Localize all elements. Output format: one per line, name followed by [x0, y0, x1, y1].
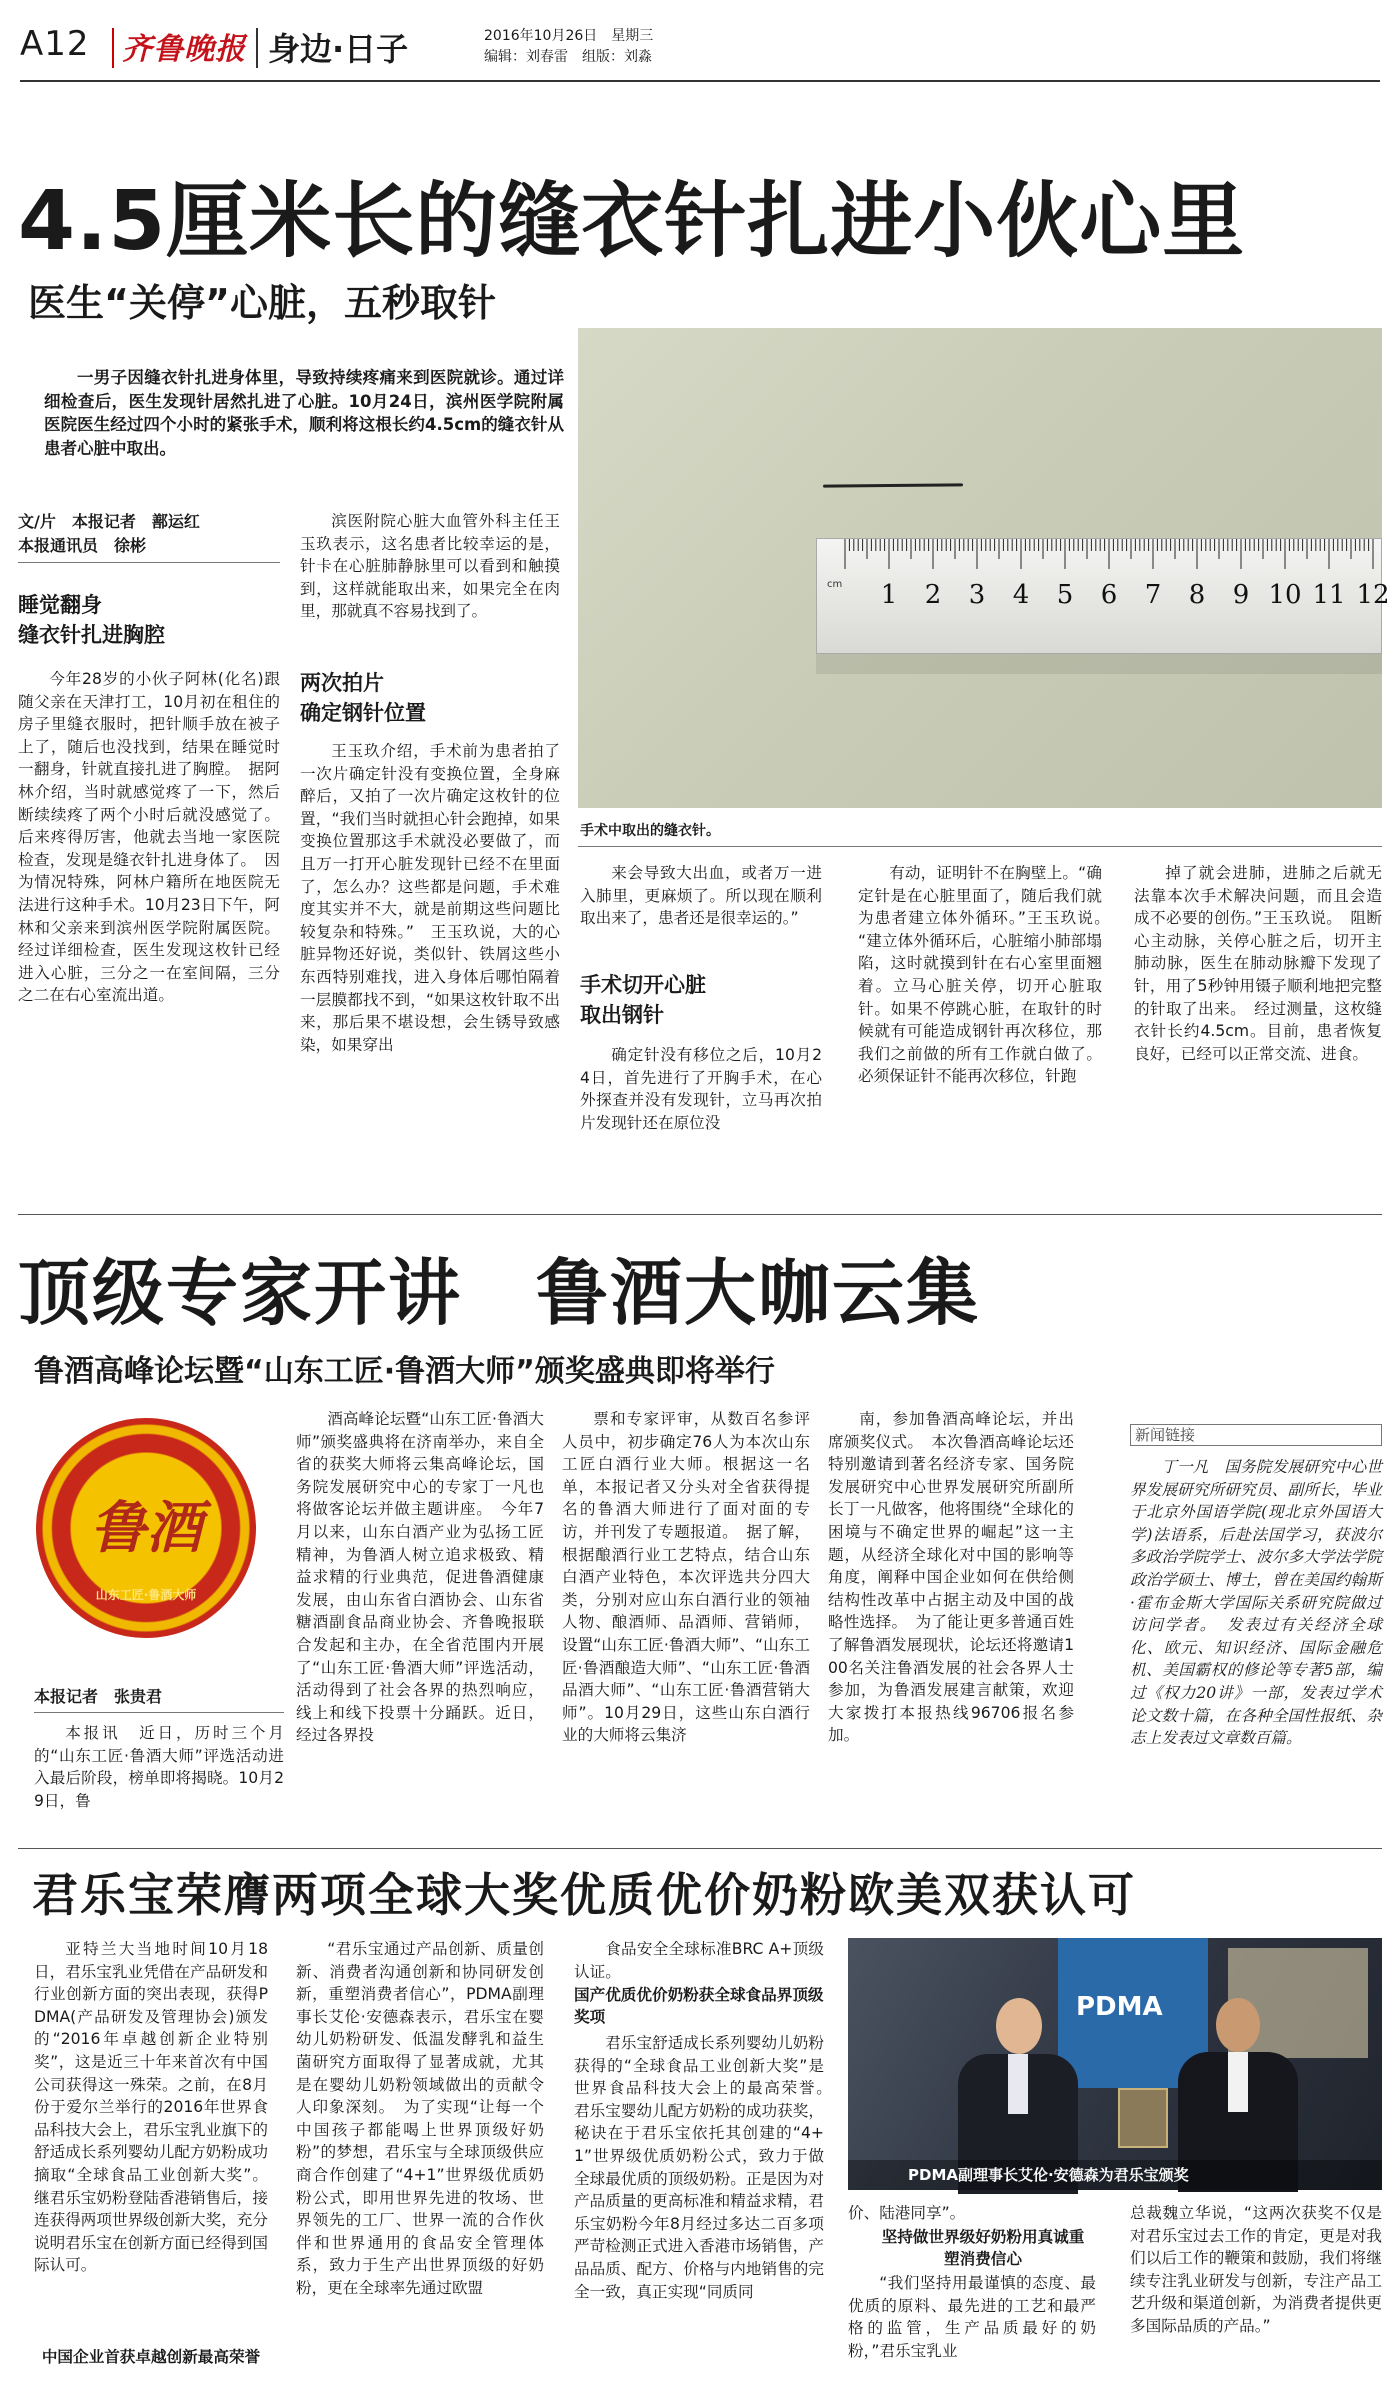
- editor: 编辑：刘春雷: [484, 49, 568, 65]
- story3-col2: “君乐宝通过产品创新、质量创新、消费者沟通创新和协同研发创新，重塑消费者信心”，PDMA副理事长艾伦·安德森表示，君乐宝在婴幼儿奶粉研发、低温发酵乳和益生菌研究方面取得了显著成就，尤其是在婴幼儿奶粉领域做出的贡献令人印象深刻。 为了实现“让每一个中国孩子都能喝上世界顶级好奶粉”的梦想，君乐宝与全球顶级供应商合作创建了“4+1”世界级优质奶粉公式，即用世界先进的牧场、世界领先的工厂、世界一流的合作伙伴和世界通用的食品安全管理体系，致力于生产出世界顶级的好奶粉，更在全球率先通过欧盟: [296, 1940, 544, 2297]
- story2-headline: 顶级专家开讲 鲁酒大咖云集: [18, 1251, 981, 1335]
- photo-shadow: [816, 654, 1382, 674]
- needle: [823, 483, 963, 487]
- person-left-shirt: [1008, 2054, 1028, 2114]
- ruler-number: 8: [1188, 580, 1206, 610]
- news-link-label: 新闻链接: [1135, 1426, 1196, 1444]
- story1-sub1: [18, 590, 165, 650]
- luju-logo: [36, 1418, 256, 1638]
- story3-col3b: 君乐宝舒适成长系列婴幼儿奶粉获得的“全球食品工业创新大奖”是世界食品科技大会上的最高荣誉。 君乐宝婴幼儿配方奶粉的成功获奖，秘诀在于君乐宝依托其创建的“4+1”世界级优质奶粉公式，致力于做全球最优质的顶级奶粉。正是因为对产品质量的更高标准和精益求精，君乐宝奶粉今年8月经过多达二百多项严苛检测正式进入香港市场销售，产品品质、配方、价格与内地销售的完全一致，真正实现“同质同: [574, 2034, 840, 2301]
- ruler-number: 3: [968, 580, 986, 610]
- ruler-number: 2: [924, 580, 942, 610]
- date: 2016年10月26日: [484, 28, 598, 44]
- byline-line2: 本报通讯员 徐彬: [18, 536, 147, 555]
- logo-ring-text: 山东工匠·鲁酒大师: [95, 1588, 197, 1602]
- news-link-box: [1130, 1424, 1382, 1446]
- masthead-divider: [256, 28, 258, 68]
- sub2-line1: 两次拍片: [300, 671, 384, 695]
- story3-col3a: 食品安全全球标准BRC A+顶级认证。: [574, 1940, 824, 1981]
- story3-col4b: “我们坚持用最谨慎的态度、最优质的原料、最先进的工艺和最严格的监管，生产品质最好的奶粉，”君乐宝乳业: [848, 2274, 1096, 2360]
- section-rule-2: [18, 1848, 1382, 1849]
- ruler-number: 5: [1056, 580, 1074, 610]
- banner-text: PDMA: [1076, 1992, 1163, 2022]
- story2-byline: 本报记者 张贵君: [34, 1687, 163, 1706]
- ruler-number: 10: [1268, 580, 1302, 610]
- needle-photo: [578, 328, 1390, 808]
- award-photo-caption: PDMA副理事长艾伦·安德森为君乐宝颁奖: [848, 2160, 1382, 2190]
- story2-sidebar: 丁一凡 国务院发展研究中心世界发展研究所研究员、副所长，毕业于北京外国语学院(现北京外国语大学)法语系，后赴法国学习，获波尔多政治学院学士、波尔多大学法学院政治学硕士、博士，曾在美国约翰斯·霍布金斯大学国际关系研究院做过访问学者。 发表过有关经济全球化、欧元、知识经济、国际金融危机、美国霸权的修论等专著5部，编过《权力20讲》一部，发表过学术论文数十篇，在各种全国性报纸、杂志上发表过文章数百篇。: [1130, 1458, 1382, 1748]
- story1-col3a: 来会导致大出血，或者万一进入肺里，更麻烦了。所以现在顺利取出来了，患者还是很幸运的。”: [580, 864, 822, 928]
- story3-sub2: 国产优质优价奶粉获全球食品界顶级奖项: [574, 1986, 824, 2026]
- story1-col3b: 确定针没有移位之后，10月24日，首先进行了开胸手术，在心外探查并没有发现针，立马再次拍片发现针还在原位没: [580, 1046, 822, 1132]
- story1-col1: 今年28岁的小伙子阿林(化名)跟随父亲在天津打工，10月初在租住的房子里缝衣服时，把针顺手放在被子上了，随后也没找到，结果在睡觉时一翻身，针就直接扎进了胸膛。 据阿林介绍，当时就感觉疼了一下，然后断续续疼了两个小时后就没感觉了。后来疼得厉害，他就去当地一家医院检查，发现是缝衣针扎进身体了。 因为情况特殊，阿林户籍所在地医院无法进行这种手术。10月23日下午，阿林和父亲来到滨州医学院附属医院。经过详细检查，医生发现这枚针已经进入心脏，三分之一在室间隔，三分之二在右心室流出道。: [18, 670, 280, 1005]
- story3-col4a: 价、陆港同享”。: [848, 2204, 966, 2222]
- story3-col1: 亚特兰大当地时间10月18日，君乐宝乳业凭借在产品研发和行业创新方面的突出表现，获得PDMA(产品研发及管理协会)颁发的“2016年卓越创新企业特别奖”，这是近三十年来首次有中国公司获得这一殊荣。之前，在8月份于爱尔兰举行的2016年世界食品科技大会上，君乐宝乳业旗下的舒适成长系列婴幼儿配方奶粉成功摘取“全球食品工业创新大奖”。继君乐宝奶粉登陆香港销售后，接连获得两项世界级创新大奖，充分说明君乐宝在创新方面已经得到国际认可。: [34, 1940, 268, 2275]
- story2-col4: 南，参加鲁酒高峰论坛，并出席颁奖仪式。 本次鲁酒高峰论坛还特别邀请到著名经济专家、国务院发展研究中心世界发展研究所副所长丁一凡做客，他将围绕“全球化的困境与不确定世界的崛起”这一主题，从经济全球化对中国的影响等角度，阐释中国企业如何在供给侧结构性改革中占据主动及中国的战略性选择。 为了能让更多普通百姓了解鲁酒发展现状，论坛还将邀请100名关注鲁酒发展的社会各界人士参加，为鲁酒发展建言献策，欢迎大家拨打本报热线96706报名参加。: [828, 1410, 1074, 1745]
- ruler-number: 6: [1100, 580, 1118, 610]
- logo-text: 鲁酒: [90, 1495, 202, 1561]
- masthead-date: [484, 25, 653, 45]
- masthead-rule: [20, 80, 1380, 82]
- weekday: 星期三: [611, 28, 654, 44]
- story3-sub1: 中国企业首获卓越创新最高荣誉: [41, 2348, 261, 2366]
- sub3-line2: 取出钢针: [580, 1003, 664, 1027]
- story3-headline: 君乐宝荣膺两项全球大奖优质优价奶粉欧美双获认可: [32, 1868, 1136, 1922]
- ruler-number: 9: [1232, 580, 1250, 610]
- award-plaque: [1118, 2088, 1168, 2148]
- masthead-divider: [112, 28, 114, 68]
- ruler-number: 7: [1144, 580, 1162, 610]
- ruler-number: 11: [1312, 580, 1346, 610]
- story2-subhead: 鲁酒高峰论坛暨“山东工匠·鲁酒大师”颁奖盛典即将举行: [34, 1354, 775, 1389]
- masthead-editors: [484, 46, 652, 66]
- story3-sub3: 坚持做世界级好奶粉用真诚重塑消费信心: [881, 2228, 1085, 2268]
- story1-byline: [18, 510, 200, 558]
- person-left-head: [996, 1998, 1042, 2054]
- ruler-number: 4: [1012, 580, 1030, 610]
- paper-logo: 齐鲁晚报: [122, 32, 246, 67]
- person-right-head: [1216, 1998, 1260, 2052]
- sub1-line2: 缝衣针扎进胸腔: [18, 623, 165, 647]
- section-rule: [18, 1214, 1382, 1215]
- layout-editor: 组版：刘淼: [582, 49, 652, 65]
- ruler-number: 12: [1356, 580, 1390, 610]
- story2-col2: 酒高峰论坛暨“山东工匠·鲁酒大师”颁奖盛典将在济南举办，来自全省的获奖大师将云集高峰论坛，国务院发展研究中心的专家丁一凡也将做客论坛并做主题讲座。 今年7月以来，山东白酒产业为弘扬工匠精神，为鲁酒人树立追求极致、精益求精的行业典范，促进鲁酒健康发展，由山东省白酒协会、山东省糖酒副食品商业协会、齐鲁晚报联合发起和主办，在全省范围内开展了“山东工匠·鲁酒大师”评选活动，活动得到了社会各界的热烈响应，线上和线下投票十分踊跃。近日，经过各界投: [296, 1410, 544, 1745]
- byline-rule: [18, 562, 280, 563]
- story1-headline: 4.5厘米长的缝衣针扎进小伙心里: [18, 174, 1246, 269]
- story1-sub2: [300, 668, 426, 728]
- story1-sub3: [580, 970, 706, 1030]
- story3-col5: 总裁魏立华说，“这两次获奖不仅是对君乐宝过去工作的肯定，更是对我们以后工作的鞭策和鼓励，我们将继续专注乳业研发与创新，专注产品工艺升级和渠道创新，为消费者提供更多国际品质的产品。”: [1130, 2204, 1382, 2335]
- story1-subhead: 医生“关停”心脏，五秒取针: [28, 281, 496, 325]
- ruler-number: 1: [880, 580, 898, 610]
- story1-col5: 掉了就会进肺，进肺之后就无法靠本次手术解决问题，而且会造成不必要的创伤。”王玉玖说。 阻断心主动脉，关停心脏之后，切开主肺动脉，医生在肺动脉瓣下发现了针，用了5秒钟用镊子顺利地把完整的针取了出来。 经过测量，这枚缝衣针长约4.5cm。目前，患者恢复良好，已经可以正常交流、进食。: [1134, 864, 1382, 1063]
- sub3-line1: 手术切开心脏: [580, 973, 706, 997]
- section-title: 身边·日子: [268, 30, 409, 68]
- byline-line1: 文/片 本报记者 鄯运红: [18, 512, 200, 531]
- person-right-shirt: [1228, 2052, 1248, 2112]
- story2-col1: 本报讯 近日，历时三个月的“山东工匠·鲁酒大师”评选活动进入最后阶段，榜单即将揭晓。10月29日，鲁: [34, 1724, 284, 1810]
- sub2-line2: 确定钢针位置: [300, 701, 426, 725]
- story1-lead: 一男子因缝衣针扎进身体里，导致持续疼痛来到医院就诊。通过详细检查后，医生发现针居然扎进了心脏。10月24日，滨州医学院附属医院医生经过四个小时的紧张手术，顺利将这根长约4.5cm的缝衣针从患者心脏中取出。: [44, 368, 564, 458]
- story2-col3: 票和专家评审，从数百名参评人员中，初步确定76人为本次山东工匠白酒行业大师。根据这一名单，本报记者又分头对全省获得提名的鲁酒大师进行了面对面的专访，并刊发了专题报道。 据了解，根据酿酒行业工艺特点，结合山东白酒产业特色，本次评选共分四大类，分别对应山东白酒行业的领袖人物、酿酒师、品酒师、营销师，设置“山东工匠·鲁酒大师”、“山东工匠·鲁酒酿造大师”、“山东工匠·鲁酒品酒大师”、“山东工匠·鲁酒营销大师”。10月29日，这些山东白酒行业的大师将云集济: [562, 1410, 810, 1745]
- ruler-unit: cm: [827, 579, 843, 590]
- caption-rule: [578, 846, 1382, 847]
- story1-col2b: 王玉玖介绍，手术前为患者拍了一次片确定针没有变换位置，全身麻醉后，又拍了一次片确定这枚针的位置，“我们当时就担心针会跑掉，如果变换位置那这手术就没必要做了，而且万一打开心脏发现针已经不在里面了，怎么办？这些都是问题，手术难度其实并不大，就是前期这些问题比较复杂和特殊。” 王玉玖说，大的心脏异物还好说，类似针、铁屑这些小东西特别难找，进入身体后哪怕隔着一层膜都找不到，“如果这枚针取不出来，那后果不堪设想，会生锈导致感染，如果穿出: [300, 742, 560, 1054]
- story2-byline-rule: [34, 1712, 284, 1713]
- photo-caption: 手术中取出的缝衣针。: [580, 823, 720, 839]
- story1-col4: 有动，证明针不在胸壁上。“确定针是在心脏里面了，随后我们就为患者建立体外循环。”王玉玖说。 “建立体外循环后，心脏缩小肺部塌陷，这时就摸到针在右心室里面翘着。立马心脏关停，切开心脏取针。如果不停跳心脏，在取针的时候就有可能造成钢针再次移位，那我们之前做的所有工作就白做了。必须保证针不能再次移位，针跑: [858, 864, 1118, 1086]
- sub1-line1: 睡觉翻身: [18, 593, 102, 617]
- story1-col2a: 滨医附院心脏大血管外科主任王玉玖表示，这名患者比较幸运的是，针卡在心脏肺静脉里可以看到和触摸到，这样就能取出来，如果完全在肉里，那就真不容易找到了。: [300, 512, 560, 621]
- award-photo: [848, 1938, 1382, 2190]
- ruler: [816, 538, 1390, 654]
- page-number: A12: [20, 24, 90, 64]
- ruler-ticks: [817, 539, 1390, 655]
